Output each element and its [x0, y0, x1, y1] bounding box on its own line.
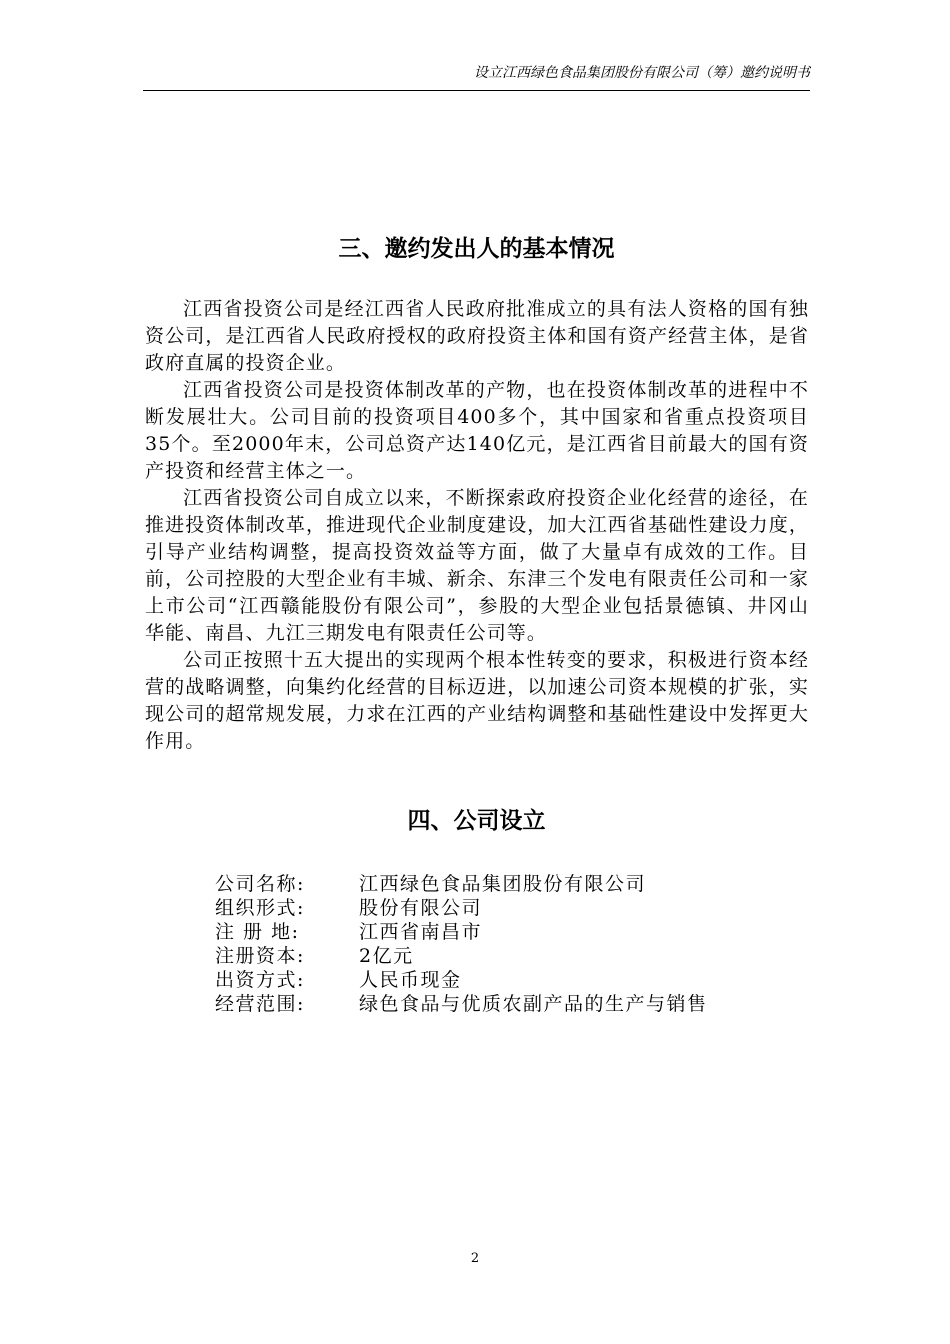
paragraph: 公司正按照十五大提出的实现两个根本性转变的要求，积极进行资本经营的战略调整，向集约化经营的目标迈进，以加速公司资本规模的扩张，实现公司的超常规发展，力求在江西的产业结构调整和基础性建设中发挥更大作用。 [145, 649, 809, 752]
running-header: 设立江西绿色食品集团股份有限公司（筹）邀约说明书 [143, 64, 810, 91]
info-label: 经营范围: [215, 993, 305, 1015]
info-value: 江西绿色食品集团股份有限公司 [359, 873, 647, 895]
info-row-business-scope [215, 992, 708, 1016]
section-heading-3: 三、邀约发出人的基本情况 [338, 236, 615, 262]
info-row-contribution-method [215, 968, 708, 992]
info-label: 注 册 地: [215, 921, 300, 943]
info-value: 2亿元 [359, 945, 414, 967]
info-value: 股份有限公司 [359, 897, 483, 919]
page-number: 2 [470, 1251, 480, 1266]
section-3-body [145, 296, 809, 755]
paragraph: 江西省投资公司是经江西省人民政府批准成立的具有法人资格的国有独资公司，是江西省人民政府授权的政府投资主体和国有资产经营主体，是省政府直属的投资企业。 [145, 298, 809, 374]
info-value: 绿色食品与优质农副产品的生产与销售 [359, 993, 708, 1015]
company-info-list [215, 872, 708, 1016]
paragraph: 江西省投资公司是投资体制改革的产物，也在投资体制改革的进程中不断发展壮大。公司目前的投资项目400多个，其中国家和省重点投资项目35个。至2000年末，公司总资产达140亿元，是江西省目前最大的国有资产投资和经营主体之一。 [145, 379, 809, 482]
info-row-company-name [215, 872, 708, 896]
info-label: 出资方式: [215, 969, 305, 991]
section-heading-4: 四、公司设立 [407, 808, 546, 834]
info-row-registered-capital [215, 944, 708, 968]
info-row-registered-location [215, 920, 708, 944]
info-row-organization-form [215, 896, 708, 920]
info-value: 江西省南昌市 [359, 921, 483, 943]
paragraph: 江西省投资公司自成立以来，不断探索政府投资企业化经营的途径，在推进投资体制改革，推进现代企业制度建设，加大江西省基础性建设力度，引导产业结构调整，提高投资效益等方面，做了大量卓有成效的工作。目前，公司控股的大型企业有丰城、新余、东津三个发电有限责任公司和一家上市公司“江西赣能股份有限公司”，参股的大型企业包括景德镇、井冈山华能、南昌、九江三期发电有限责任公司等。 [145, 487, 809, 644]
info-label: 公司名称: [215, 873, 305, 895]
info-value: 人民币现金 [359, 969, 462, 991]
info-label: 组织形式: [215, 897, 305, 919]
info-label: 注册资本: [215, 945, 305, 967]
